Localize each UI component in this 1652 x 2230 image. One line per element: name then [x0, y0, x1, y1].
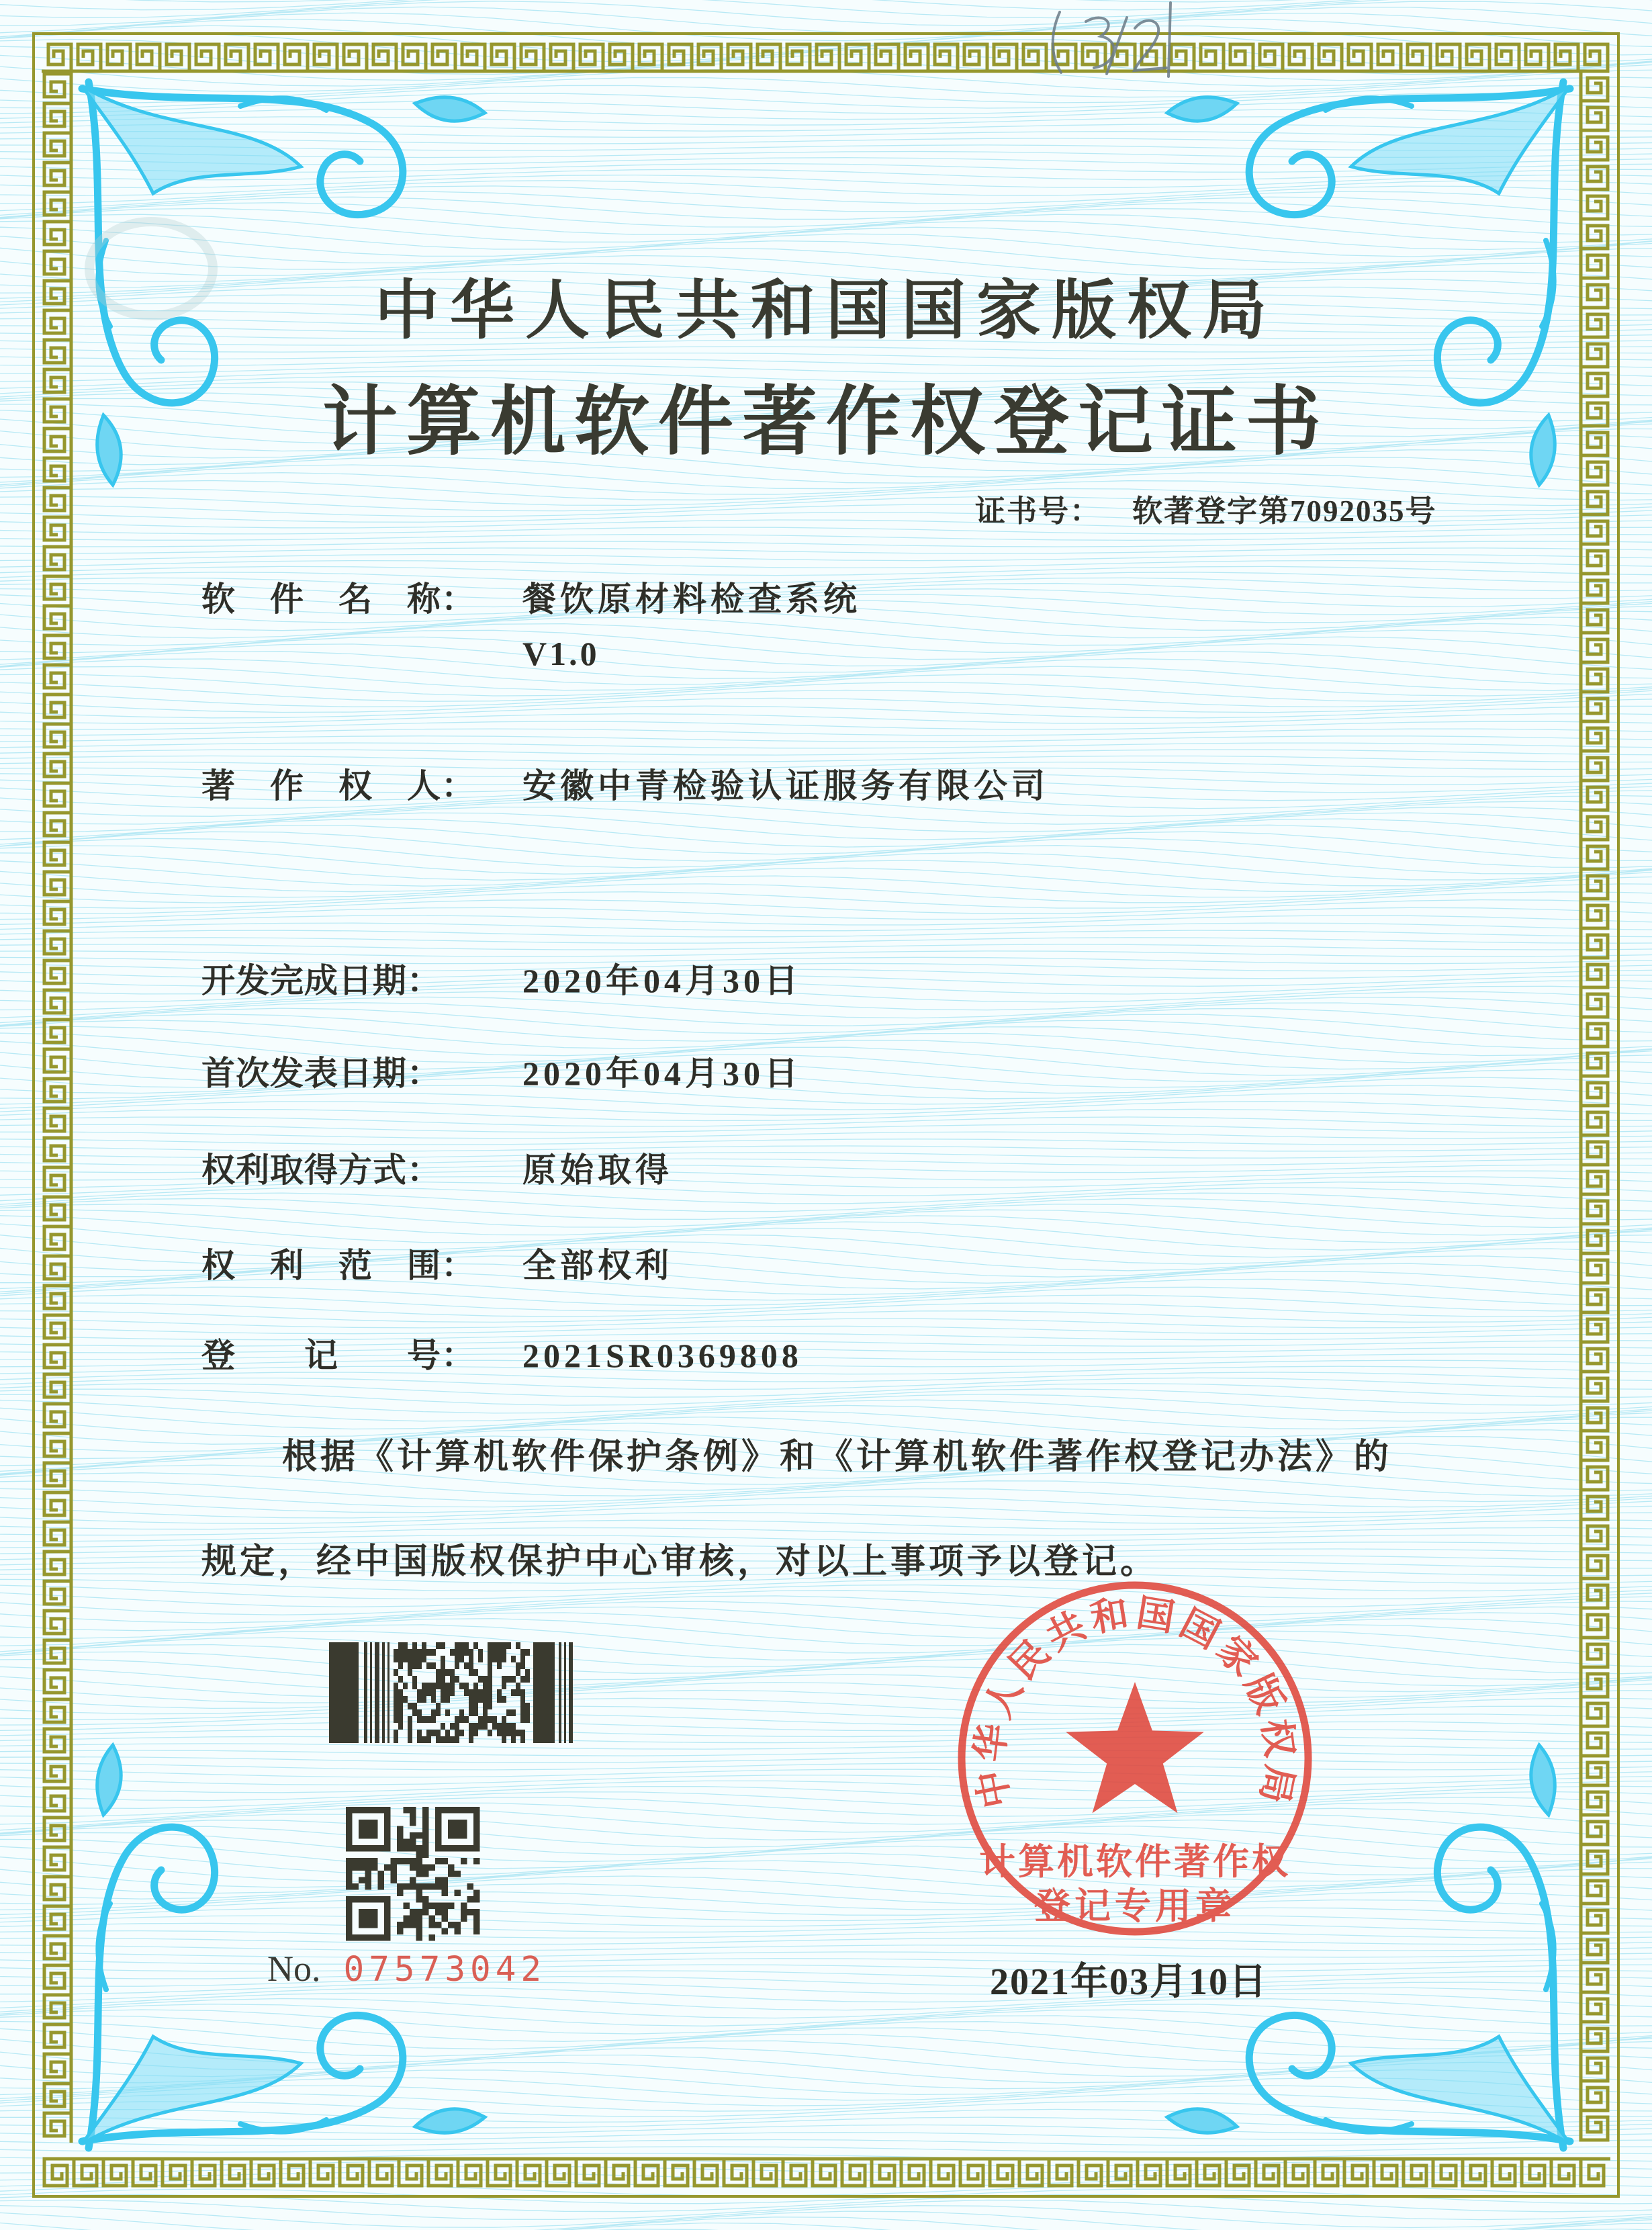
barcode [329, 1642, 573, 1743]
statement-line-2: 规定，经中国版权保护中心审核，对以上事项予以登记。 [201, 1543, 1159, 1581]
field-row-copyright-owner [201, 759, 1049, 807]
field-label: 著 作 权 人： [201, 767, 475, 805]
qr-code [346, 1807, 480, 1941]
field-row-rights-scope [201, 1239, 673, 1287]
seal-caption-line1: 计算机软件著作权 [979, 1842, 1291, 1882]
field-value: 2020年04月30日 [522, 1055, 802, 1092]
serial-number-value: 07573042 [343, 1950, 547, 1990]
software-version: V1.0 [522, 635, 600, 672]
statement-line-1: 根据《计算机软件保护条例》和《计算机软件著作权登记办法》的 [282, 1438, 1393, 1476]
field-value: 原始取得 [522, 1151, 673, 1189]
field-label: 软 件 名 称： [201, 580, 475, 618]
field-label: 登 记 号： [201, 1337, 475, 1374]
field-label: 开发完成日期： [201, 962, 441, 999]
serial-number-label: No. [267, 1949, 321, 1989]
certificate-number-value: 软著登字第7092035号 [1132, 494, 1437, 528]
field-value: 全部权利 [522, 1247, 673, 1284]
field-value: 2021SR0369808 [522, 1337, 802, 1374]
certificate-number-line [975, 486, 1437, 530]
field-row-first-publish-date [201, 1046, 802, 1095]
field-row-dev-complete-date [201, 954, 802, 1002]
field-value: 安徽中青检验认证服务有限公司 [522, 767, 1049, 805]
field-label: 首次发表日期： [201, 1055, 441, 1092]
field-value: 餐饮原材料检查系统 [522, 580, 861, 618]
field-row-registration-number [201, 1329, 802, 1377]
field-label: 权利取得方式： [201, 1151, 441, 1189]
certificate-title: 计算机软件著作权登记证书 [322, 381, 1330, 464]
field-label: 权 利 范 围： [201, 1247, 475, 1284]
issue-date: 2021年03月10日 [990, 1961, 1268, 2003]
seal-ring-text: 中华人民共和国国家版权局 [968, 1592, 1301, 1812]
certificate-number-label: 证书号： [975, 494, 1102, 528]
field-row-rights-acquisition [201, 1143, 673, 1192]
authority-title: 中华人民共和国国家版权局 [375, 275, 1277, 347]
field-row-software-name [201, 572, 861, 621]
field-value: 2020年04月30日 [522, 962, 802, 999]
serial-number-line [267, 1948, 546, 1990]
seal-caption-line2: 登记专用章 [1034, 1886, 1236, 1926]
